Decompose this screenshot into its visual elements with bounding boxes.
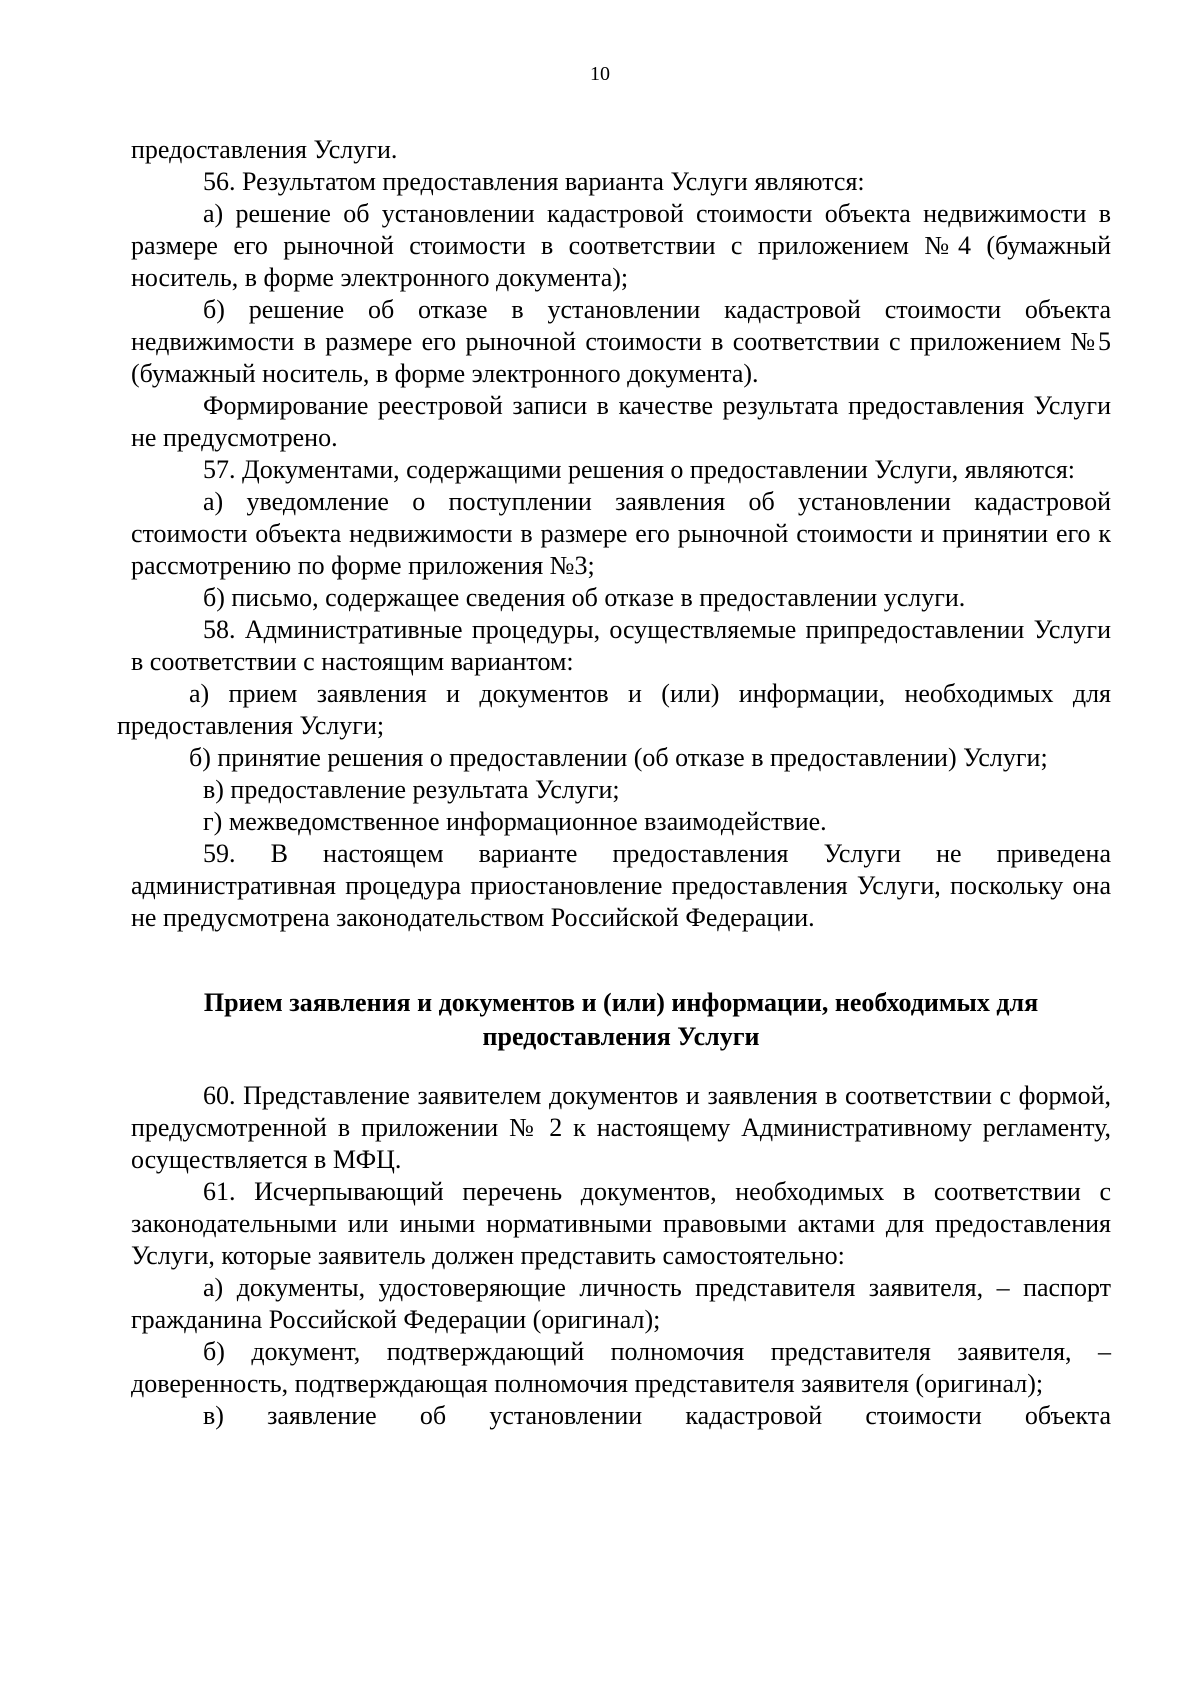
paragraph-57: 57. Документами, содержащими решения о предоставлении Услуги, являются: (203, 455, 1076, 484)
paragraph-57-a: а) уведомление о поступлении заявления об установлении кадастровой стоимости объекта недвижимости в размере его рыночной стоимости и принятии его к рассмотрению по форме приложения №3; (131, 487, 1111, 580)
paragraph-56-note: Формирование реестровой записи в качестве результата предоставления Услуги не предусмотрено. (131, 391, 1111, 452)
paragraph-58: 58. Административные процедуры, осуществляемые припредоставлении Услуги в соответствии с настоящим вариантом: (131, 615, 1111, 676)
section-heading-line-2: предоставления Услуги (482, 1022, 760, 1051)
section-heading-line-1: Прием заявления и документов и (или) информации, необходимых для (203, 988, 1039, 1017)
paragraph-57-b: б) письмо, содержащее сведения об отказе в предоставлении услуги. (203, 583, 966, 612)
paragraph-61: 61. Исчерпывающий перечень документов, необходимых в соответствии с законодательными или иными нормативными правовыми актами для предоставления Услуги, которые заявитель должен представить самостоятельно: (131, 1177, 1111, 1270)
page-number: 10 (590, 63, 610, 85)
paragraph-continuation: предоставления Услуги. (131, 135, 398, 164)
paragraph-56-a: а) решение об установлении кадастровой стоимости объекта недвижимости в размере его рыночной стоимости в соответствии с приложением №4 (бумажный носитель, в форме электронного документа); (131, 199, 1111, 292)
paragraph-59: 59. В настоящем варианте предоставления Услуги не приведена административная процедура приостановление предоставления Услуги, поскольку она не предусмотрена законодательством Российской Федерации. (131, 839, 1111, 932)
paragraph-60: 60. Представление заявителем документов и заявления в соответствии с формой, предусмотренной в приложении № 2 к настоящему Административному регламенту, осуществляется в МФЦ. (131, 1081, 1111, 1174)
paragraph-58-c: в) предоставление результата Услуги; (203, 775, 620, 804)
paragraph-58-b: б) принятие решения о предоставлении (об отказе в предоставлении) Услуги; (189, 743, 1048, 772)
paragraph-61-b: б) документ, подтверждающий полномочия представителя заявителя, – доверенность, подтверждающая полномочия представителя заявителя (оригинал); (131, 1337, 1111, 1398)
paragraph-61-a: а) документы, удостоверяющие личность представителя заявителя, – паспорт гражданина Российской Федерации (оригинал); (131, 1273, 1111, 1334)
document-body (117, 134, 1111, 1432)
section-heading (131, 986, 1111, 1054)
paragraph-58-d: г) межведомственное информационное взаимодействие. (203, 807, 827, 836)
paragraph-61-c: в) заявление об установлении кадастровой стоимости объекта (203, 1401, 1111, 1430)
paragraph-58-a: а) прием заявления и документов и (или) информации, необходимых для предоставления Услуги; (117, 679, 1111, 740)
paragraph-56-b: б) решение об отказе в установлении кадастровой стоимости объекта недвижимости в размере его рыночной стоимости в соответствии с приложением №5 (бумажный носитель, в форме электронного документа). (131, 295, 1111, 388)
paragraph-56: 56. Результатом предоставления варианта Услуги являются: (203, 167, 865, 196)
